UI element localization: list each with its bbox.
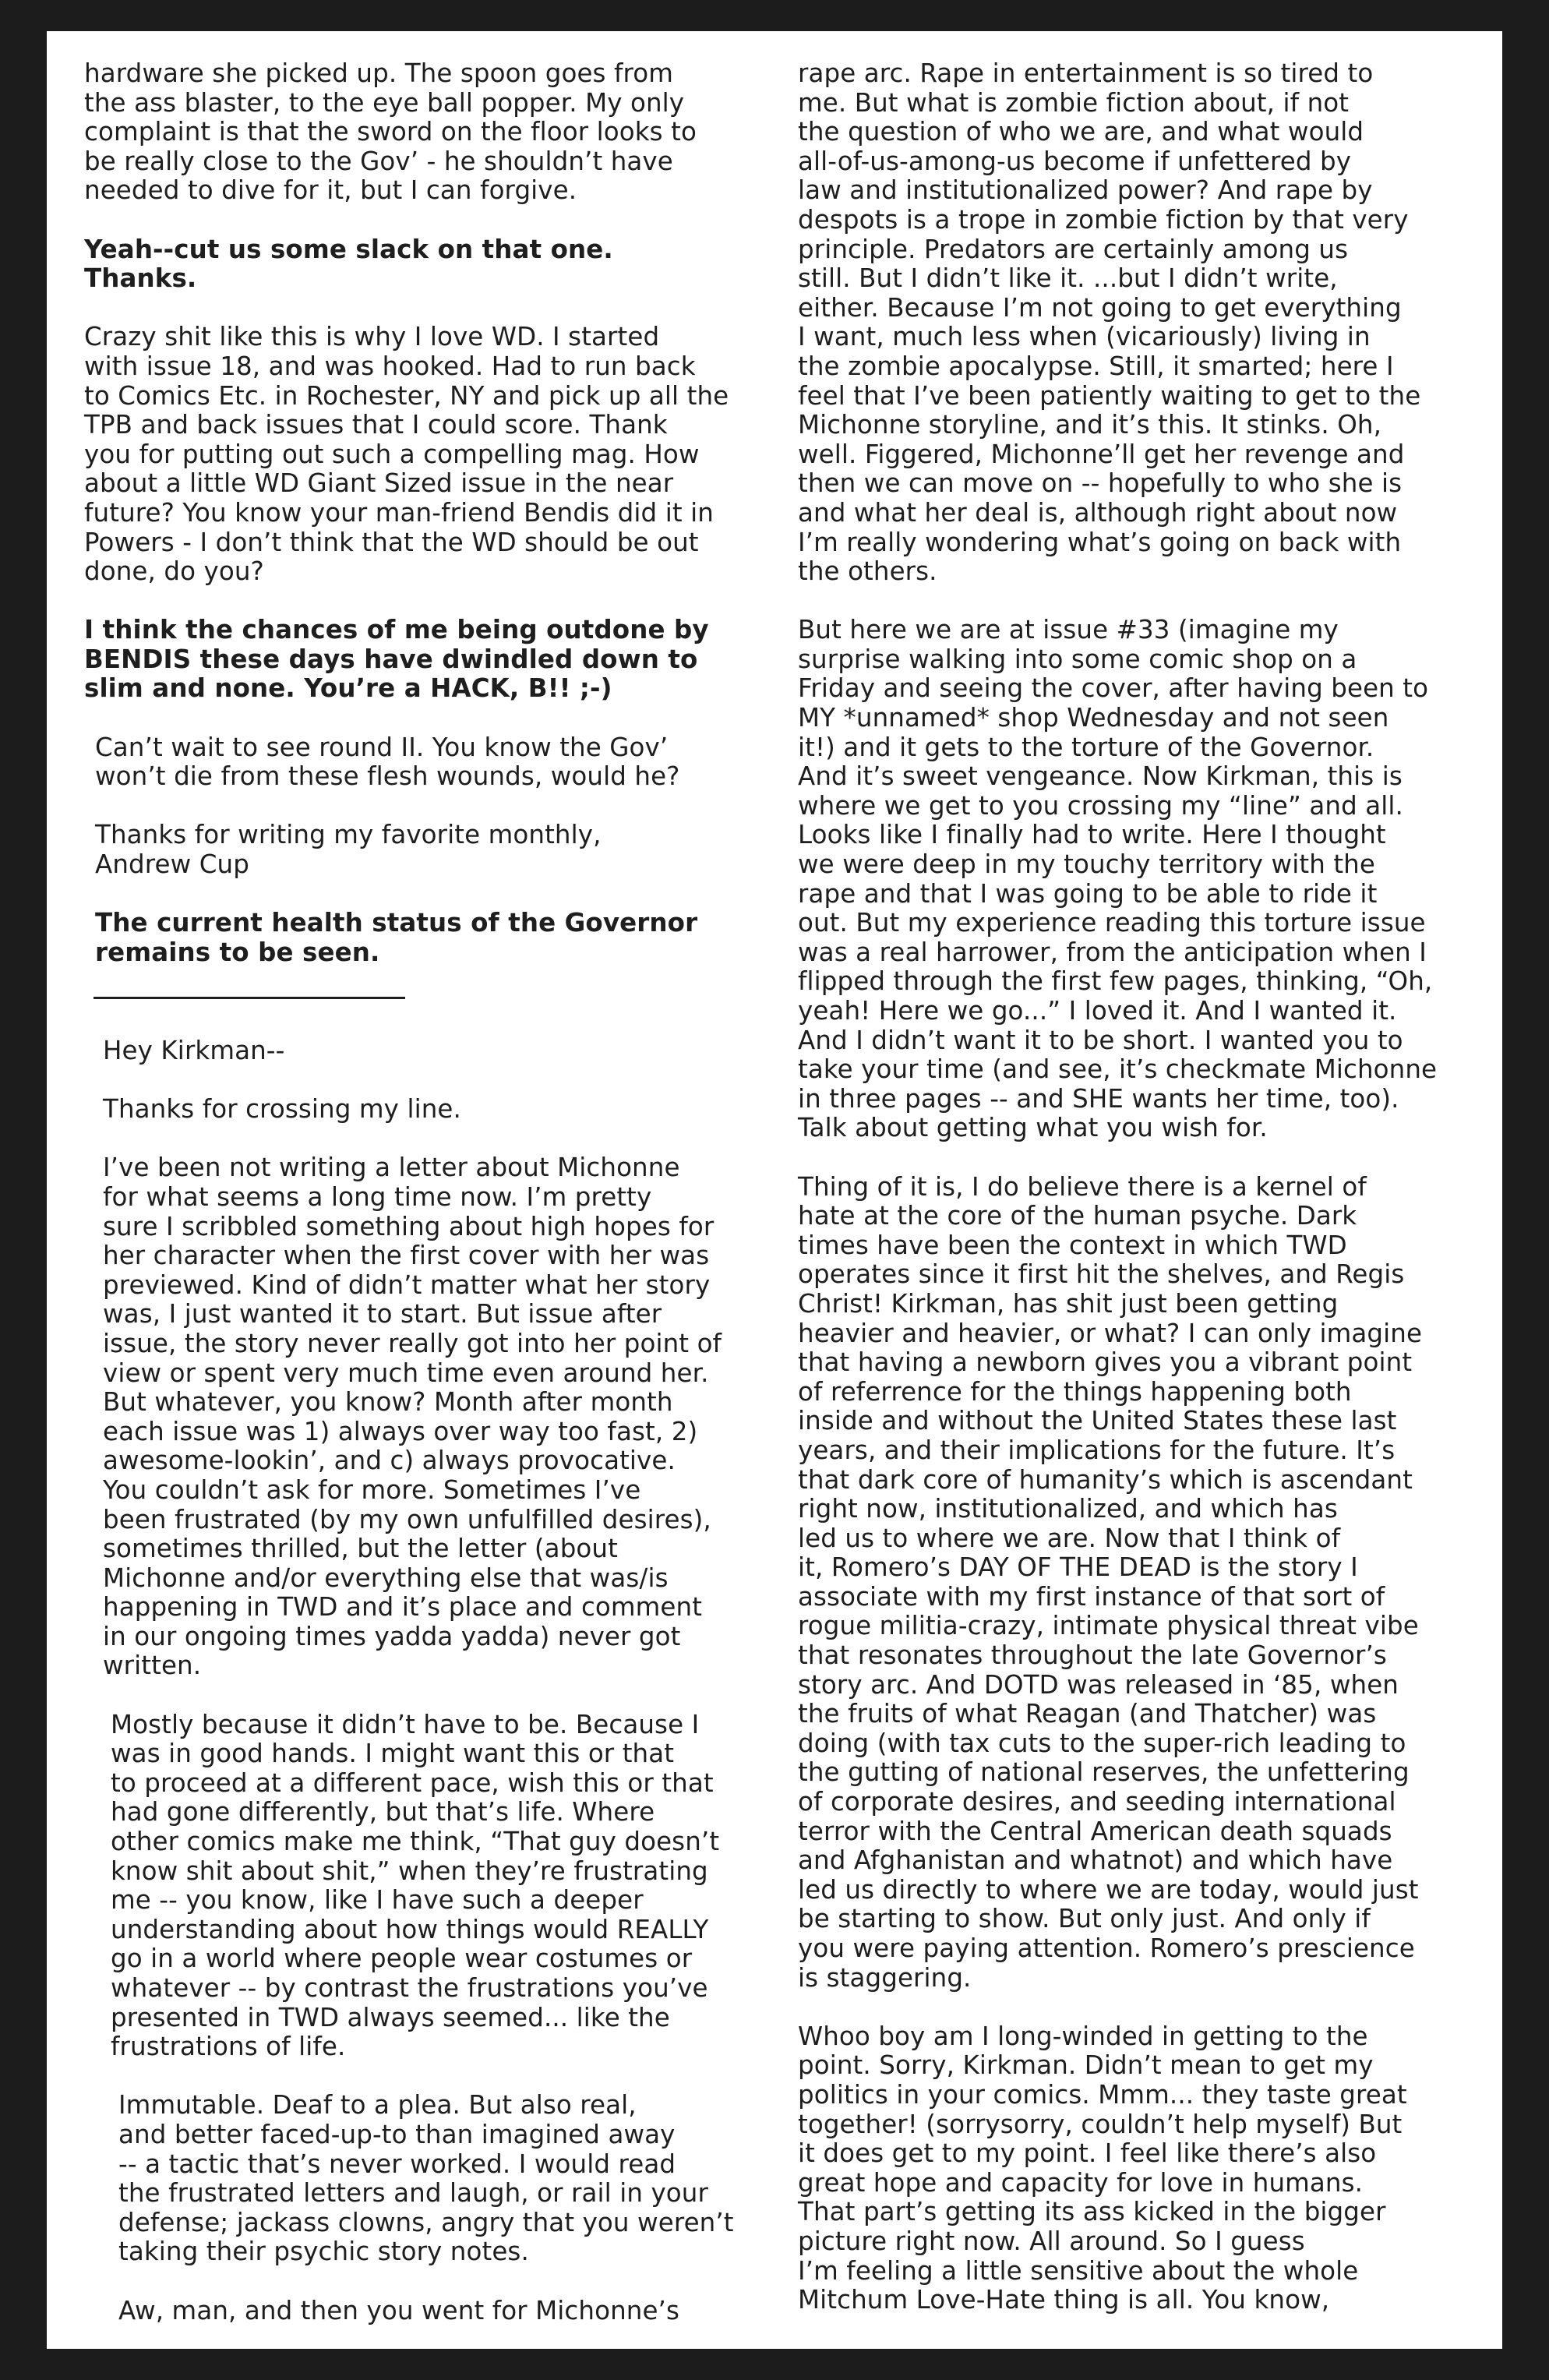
letter-paragraph: Immutable. Deaf to a plea. But also real, and better faced-up-to than imagined away -- a tactic that’s never worked. I would read the frustrated letters and laugh, or rail in your defense; jackass clowns, angry that you weren’t taking their psychic story notes. [118,2090,734,2267]
editor-reply: Yeah--cut us some slack on that one. Thanks. [84,234,613,294]
right-column [798,59,1484,2344]
letter-paragraph: Mostly because it didn’t have to be. Because I was in good hands. I might want this or that to proceed at a different pace, wish this or that had gone differently, but that’s life. Where other comics make me think, “That guy doesn’t know shit about shit,” when they’re frustrating me -- you know, like I have such a deeper understanding about how things would REALLY go in a world where people wear costumes or whatever -- by contrast the frustrations you’ve presented in TWD always seemed... like the frustrations of life. [111,1709,720,2062]
editor-reply: I think the chances of me being outdone by BENDIS these days have dwindled down to slim and none. You’re a HACK, B!! ;-) [84,615,709,704]
letter-paragraph: Whoo boy am I long-winded in getting to the point. Sorry, Kirkman. Didn’t mean to get my politics in your comics. Mmm... they taste great together! (sorrysorry, couldn’t help myself) But it does get to my point. I feel like there’s also great hope and capacity for love in humans. That part’s getting its ass kicked in the bigger picture right now. All around. So I guess I’m feeling a little sensitive about the whole Mitchum Love-Hate thing is all. You know, [798,2021,1407,2315]
letter-paragraph: Aw, man, and then you went for Michonne’s [118,2295,680,2325]
letter-paragraph: But here we are at issue #33 (imagine my surprise walking into some comic shop on a Friday and seeing the cover, after having been to MY *unnamed* shop Wednesday and not seen it!) and it gets to the torture of the Governor. And it’s sweet vengeance. Now Kirkman, this is where we get to you crossing my “line” and all. Looks like I finally had to write. Here I thought we were deep in my touchy territory with the rape and that I was going to be able to ride it out. But my experience reading this torture issue was a real harrower, from the anticipation when I flipped through the first few pages, thinking, “Oh, yeah! Here we go...” I loved it. And I wanted it. And I didn’t want it to be short. I wanted you to take your time (and see, it’s checkmate Michonne in three pages -- and SHE wants her time, too). Talk about getting what you wish for. [798,615,1438,1143]
letter-paragraph: hardware she picked up. The spoon goes from the ass blaster, to the eye ball popper. My only complaint is that the sword on the floor looks to be really close to the Gov’ - he shouldn’t have needed to dive for it, but I can forgive. [84,58,697,206]
letter-signoff: Thanks for writing my favorite monthly, Andrew Cup [95,820,602,880]
editor-reply: The current health status of the Governor remains to be seen. [95,908,698,967]
letter-greeting: Hey Kirkman-- [103,1036,285,1065]
letter-paragraph: rape arc. Rape in entertainment is so tired to me. But what is zombie fiction about, if not the question of who we are, and what would all-of-us-among-us become if unfettered by law and institutionalized power? And rape by despots is a trope in zombie fiction by that very principle. Predators are certainly among us still. But I didn’t like it. ...but I didn’t write, either. Because I’m not going to get everything I want, much less when (vicariously) living in the zombie apocalypse. Still, it smarted; here I feel that I’ve been patiently waiting to get to the Michonne storyline, and it’s this. It stinks. Oh, well. Figgered, Michonne’ll get her revenge and then we can move on -- hopefully to who she is and what her deal is, although right about now I’m really wondering what’s going on back with the others. [798,58,1421,587]
letter-paragraph: Thanks for crossing my line. [103,1094,461,1125]
letter-paragraph: Thing of it is, I do believe there is a kernel of hate at the core of the human psyche. Dark times have been the context in which TWD operates since it first hit the shelves, and Regis Christ! Kirkman, has shit just been getting heavier and heavier, or what? I can only imagine that having a newborn gives you a vibrant point of referrence for the things happening both inside and without the United States these last years, and their implications for the future. It’s that dark core of humanity’s which is ascendant right now, institutionalized, and which has led us to where we are. Now that I think of it, Romero’s DAY OF THE DEAD is the story I associate with my first instance of that sort of rogue militia-crazy, intimate physical threat vibe that resonates throughout the late Governor’s story arc. And DOTD was released in ‘85, when the fruits of what Reagan (and Thatcher) was doing (with tax cuts to the super-rich leading to the gutting of national reserves, the unfettering of corporate desires, and seeding international terror with the Central American death squads and Afghanistan and whatnot) and which have led us directly to where we are today, would just be starting to show. But only just. And only if you were paying attention. Romero’s prescience is staggering. [798,1171,1423,1993]
letter-paragraph: I’ve been not writing a letter about Michonne for what seems a long time now. I’m pretty sure I scribbled something about high hopes for her character when the first cover with her was previewed. Kind of didn’t matter what her story was, I just wanted it to start. But issue after issue, the story never really got into her point of view or spent very much time even around her. But whatever, you know? Month after month each issue was 1) always over way too fast, 2) awesome-lookin’, and c) always provocative. You couldn’t ask for more. Sometimes I’ve been frustrated (by my own unfulfilled desires), sometimes thrilled, but the letter (about Michonne and/or everything else that was/is happening in TWD and it’s place and comment in our ongoing times yadda yadda) never got written. [103,1153,722,1681]
letters-page [47,31,1502,2349]
letter-paragraph: Can’t wait to see round II. You know the Gov’ won’t die from these flesh wounds, would he? [95,732,680,792]
letter-divider [94,997,405,999]
left-column [84,59,770,2355]
letter-paragraph: Crazy shit like this is why I love WD. I started with issue 18, and was hooked. Had to run back to Comics Etc. in Rochester, NY and pick up all the TPB and back issues that I could score. Thank you for putting out such a compelling mag. How about a little WD Giant Sized issue in the near future? You know your man-friend Bendis did it in Powers - I don’t think that the WD should be out done, do you? [84,322,729,587]
